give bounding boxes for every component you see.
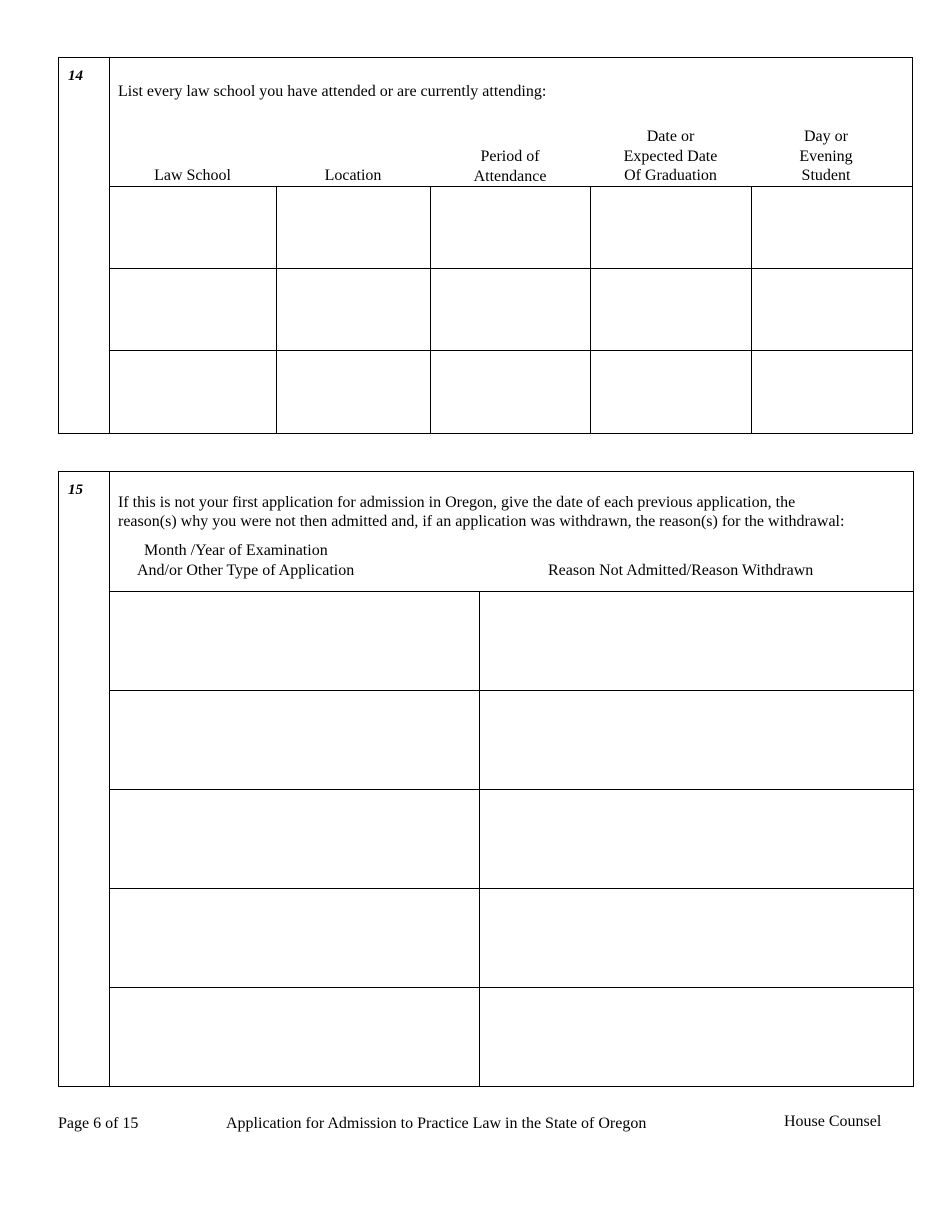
q14-cell-r3-graduation[interactable] (591, 351, 751, 433)
q15-header-right: Reason Not Admitted/Reason Withdrawn (548, 562, 814, 579)
q15-cell-r5-reason[interactable] (480, 988, 913, 1086)
q14-header-day-evening-line3: Student (801, 167, 851, 184)
q15-cell-r4-date[interactable] (110, 889, 479, 987)
q15-header-left-line1: Month /Year of Examination (144, 542, 328, 559)
q14-header-period (430, 147, 590, 186)
q14-cell-r1-law-school[interactable] (110, 187, 276, 268)
q14-prompt: List every law school you have attended or are currently attending: (118, 83, 547, 100)
q14-cell-r1-day-evening[interactable] (752, 187, 912, 268)
q14-cell-r2-period[interactable] (431, 269, 590, 350)
q15-cell-r1-reason[interactable] (480, 592, 913, 690)
q15-cell-r2-reason[interactable] (480, 691, 913, 789)
q14-cell-r2-day-evening[interactable] (752, 269, 912, 350)
q14-cell-r3-location[interactable] (277, 351, 430, 433)
q15-cell-r3-reason[interactable] (480, 790, 913, 888)
q14-header-graduation-line2: Expected Date (623, 147, 718, 165)
footer-application-type: House Counsel (784, 1113, 882, 1130)
q14-header-graduation (590, 127, 751, 186)
q14-cell-r2-location[interactable] (277, 269, 430, 350)
q14-header-period-line1: Period of (480, 148, 540, 165)
q14-header-law-school-line: Law School (154, 167, 231, 184)
q14-header-period-line2: Attendance (473, 167, 547, 185)
footer-page-number: Page 6 of 15 (58, 1115, 139, 1132)
q14-cell-r1-graduation[interactable] (591, 187, 751, 268)
q14-header-graduation-line3: Of Graduation (624, 167, 717, 184)
q14-cell-r3-law-school[interactable] (110, 351, 276, 433)
q14-cell-r2-law-school[interactable] (110, 269, 276, 350)
q14-cell-r3-period[interactable] (431, 351, 590, 433)
q14-header-location (276, 166, 430, 186)
q14-header-day-evening (751, 127, 901, 186)
q15-cell-r1-date[interactable] (110, 592, 479, 690)
q14-number: 14 (68, 68, 83, 84)
q15-cell-r4-reason[interactable] (480, 889, 913, 987)
q14-cell-r1-period[interactable] (431, 187, 590, 268)
q15-cell-r5-date[interactable] (110, 988, 479, 1086)
q15-cell-r3-date[interactable] (110, 790, 479, 888)
q14-header-location-line: Location (324, 167, 382, 184)
q14-header-day-evening-line2: Evening (799, 147, 853, 165)
q15-cell-r2-date[interactable] (110, 691, 479, 789)
q15-prompt-line2: reason(s) why you were not then admitted and, if an application was withdrawn, the reason(s) for the withdrawal: (118, 513, 845, 530)
q14-header-law-school (109, 166, 276, 186)
q14-header-day-evening-line1: Day or (804, 128, 848, 145)
q15-number: 15 (68, 482, 83, 498)
footer-document-title: Application for Admission to Practice Law in the State of Oregon (226, 1115, 647, 1132)
q14-cell-r3-day-evening[interactable] (752, 351, 912, 433)
q15-header-left-line2: And/or Other Type of Application (137, 562, 355, 579)
q14-cell-r1-location[interactable] (277, 187, 430, 268)
q14-header-graduation-line1: Date or (646, 128, 695, 145)
q15-prompt-line1: If this is not your first application for admission in Oregon, give the date of each previous application, the (118, 494, 796, 511)
q14-cell-r2-graduation[interactable] (591, 269, 751, 350)
